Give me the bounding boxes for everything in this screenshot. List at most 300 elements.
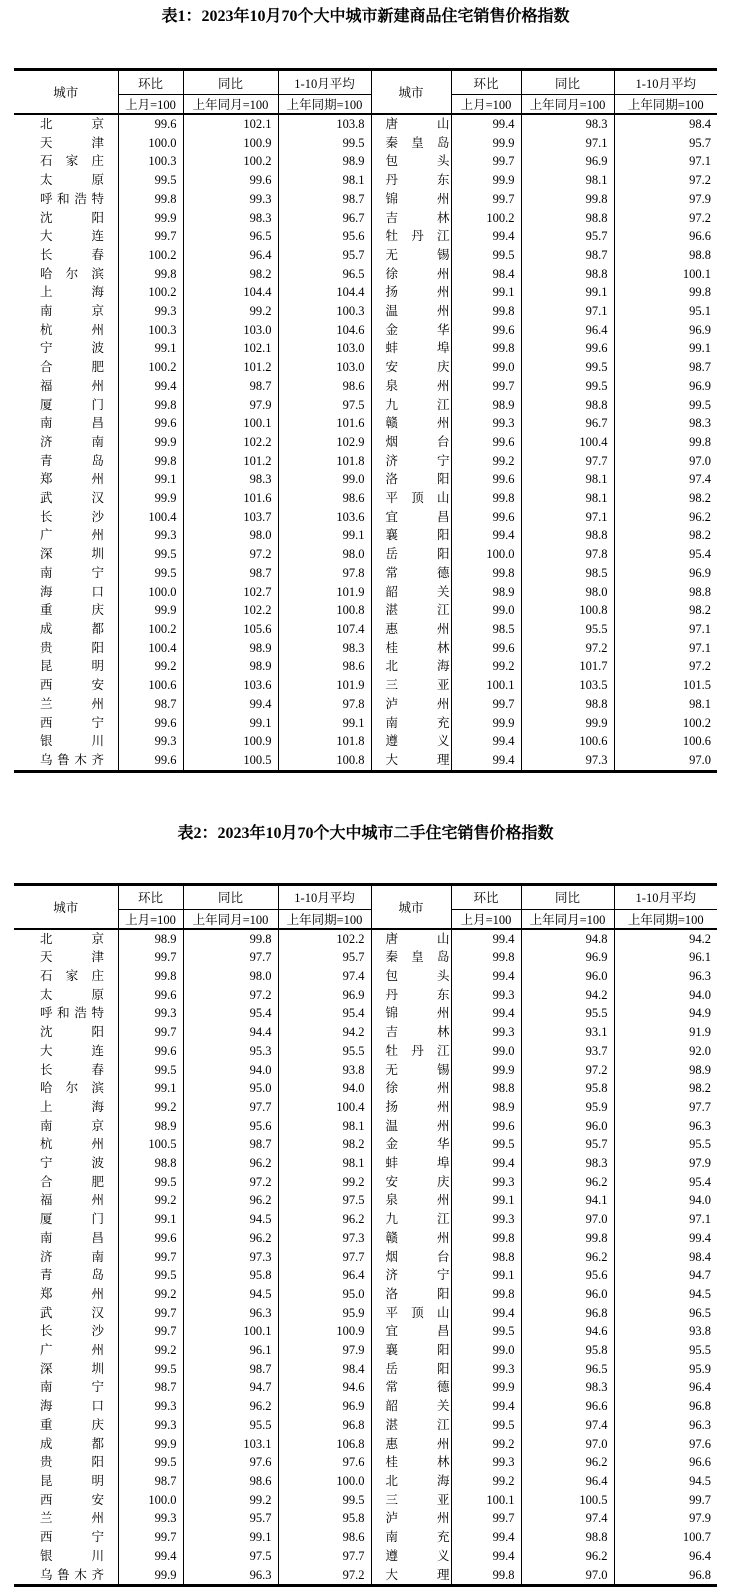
header-avg-base-left: 上年同期=100 <box>278 909 371 929</box>
city-cell: 南宁 <box>40 565 104 580</box>
value-cell: 100.6 <box>521 732 614 751</box>
value-cell: 96.2 <box>521 1547 614 1566</box>
city-cell: 厦门 <box>40 1212 104 1227</box>
value-cell: 98.7 <box>278 190 371 209</box>
value-cell: 97.2 <box>614 657 717 676</box>
value-cell: 98.8 <box>521 526 614 545</box>
city-cell: 泉州 <box>371 1191 451 1210</box>
value-cell: 98.6 <box>183 1472 278 1491</box>
table-row <box>14 1042 717 1061</box>
table-body <box>14 929 717 1586</box>
value-cell: 98.3 <box>521 1154 614 1173</box>
value-cell: 99.1 <box>118 470 183 489</box>
value-cell: 99.8 <box>118 452 183 471</box>
value-cell: 99.2 <box>451 657 521 676</box>
header-base-row <box>14 95 717 115</box>
value-cell: 97.0 <box>521 1210 614 1229</box>
value-cell: 96.0 <box>521 967 614 986</box>
city-cell: 昆明 <box>40 659 104 674</box>
value-cell: 100.2 <box>614 714 717 733</box>
value-cell: 98.1 <box>614 695 717 714</box>
city-cell: 安庆 <box>371 1173 451 1192</box>
table-row <box>14 1248 717 1267</box>
value-cell: 96.4 <box>183 246 278 265</box>
value-cell: 97.1 <box>614 639 717 658</box>
value-cell: 97.0 <box>521 1566 614 1586</box>
value-cell: 98.9 <box>118 1117 183 1136</box>
table-row <box>14 1061 717 1080</box>
value-cell: 99.6 <box>451 508 521 527</box>
table-row <box>14 1023 717 1042</box>
value-cell: 99.3 <box>183 190 278 209</box>
city-cell: 湛江 <box>371 1416 451 1435</box>
value-cell: 96.3 <box>183 1304 278 1323</box>
city-cell: 郑州 <box>40 472 104 487</box>
value-cell: 97.0 <box>521 1435 614 1454</box>
city-cell: 安庆 <box>371 358 451 377</box>
value-cell: 99.7 <box>451 377 521 396</box>
value-cell: 99.4 <box>118 1547 183 1566</box>
value-cell: 96.2 <box>521 1453 614 1472</box>
value-cell: 103.0 <box>278 358 371 377</box>
value-cell: 100.2 <box>118 620 183 639</box>
table-row <box>14 564 717 583</box>
city-cell: 石家庄 <box>40 969 104 984</box>
city-cell: 蚌埠 <box>371 339 451 358</box>
value-cell: 99.6 <box>118 414 183 433</box>
value-cell: 98.6 <box>278 489 371 508</box>
city-cell: 沈阳 <box>40 210 104 225</box>
value-cell: 97.9 <box>614 1509 717 1528</box>
table-row <box>14 583 717 602</box>
city-cell: 秦皇岛 <box>371 948 451 967</box>
value-cell: 99.5 <box>278 1491 371 1510</box>
value-cell: 98.6 <box>278 377 371 396</box>
table-row <box>14 1322 717 1341</box>
value-cell: 103.6 <box>278 508 371 527</box>
table-row <box>14 1117 717 1136</box>
city-cell: 大理 <box>371 751 451 771</box>
city-cell: 包头 <box>371 152 451 171</box>
header-mom-left: 环比 <box>118 884 183 909</box>
value-cell: 98.0 <box>183 526 278 545</box>
header-city-right: 城市 <box>371 884 451 929</box>
table-row <box>14 190 717 209</box>
city-cell: 重庆 <box>40 603 104 618</box>
table1-title: 表1：2023年10月70个大中城市新建商品住宅销售价格指数 <box>161 8 570 25</box>
value-cell: 99.4 <box>451 732 521 751</box>
value-cell: 98.7 <box>118 1472 183 1491</box>
city-cell: 宁波 <box>40 341 104 356</box>
table-row <box>14 152 717 171</box>
city-cell: 牡丹江 <box>371 1042 451 1061</box>
city-cell: 深圳 <box>40 547 104 562</box>
table-row <box>14 1472 717 1491</box>
value-cell: 98.7 <box>614 358 717 377</box>
city-cell: 武汉 <box>40 1305 104 1320</box>
value-cell: 97.7 <box>278 1248 371 1267</box>
value-cell: 100.2 <box>118 283 183 302</box>
table1-section <box>0 8 731 773</box>
value-cell: 98.0 <box>521 583 614 602</box>
value-cell: 94.2 <box>521 986 614 1005</box>
value-cell: 99.3 <box>451 1173 521 1192</box>
header-yoy-base-left: 上年同月=100 <box>183 909 278 929</box>
table-row <box>14 1360 717 1379</box>
value-cell: 102.2 <box>183 433 278 452</box>
value-cell: 100.9 <box>183 134 278 153</box>
value-cell: 99.0 <box>451 1341 521 1360</box>
value-cell: 97.1 <box>614 152 717 171</box>
value-cell: 99.1 <box>451 283 521 302</box>
value-cell: 101.6 <box>278 414 371 433</box>
city-cell: 秦皇岛 <box>371 134 451 153</box>
city-cell: 成都 <box>40 1436 104 1451</box>
value-cell: 97.1 <box>521 508 614 527</box>
value-cell: 96.5 <box>614 1304 717 1323</box>
value-cell: 96.6 <box>614 1453 717 1472</box>
value-cell: 96.0 <box>521 1285 614 1304</box>
value-cell: 100.0 <box>118 583 183 602</box>
value-cell: 98.8 <box>118 1154 183 1173</box>
value-cell: 100.8 <box>278 751 371 771</box>
value-cell: 99.2 <box>183 302 278 321</box>
value-cell: 99.4 <box>451 1547 521 1566</box>
value-cell: 98.9 <box>183 639 278 658</box>
value-cell: 97.2 <box>521 1061 614 1080</box>
value-cell: 99.1 <box>451 1191 521 1210</box>
value-cell: 95.0 <box>183 1079 278 1098</box>
city-cell: 无锡 <box>371 246 451 265</box>
value-cell: 94.1 <box>521 1191 614 1210</box>
city-cell: 银川 <box>40 734 104 749</box>
city-cell: 三亚 <box>371 676 451 695</box>
value-cell: 99.8 <box>451 564 521 583</box>
value-cell: 99.8 <box>521 1229 614 1248</box>
city-cell: 上海 <box>40 285 104 300</box>
table-row <box>14 1154 717 1173</box>
value-cell: 94.0 <box>614 1191 717 1210</box>
table-row <box>14 1378 717 1397</box>
value-cell: 98.7 <box>183 377 278 396</box>
table-row <box>14 339 717 358</box>
value-cell: 95.8 <box>278 1509 371 1528</box>
value-cell: 98.2 <box>183 265 278 284</box>
header-yoy-left: 同比 <box>183 70 278 95</box>
value-cell: 99.4 <box>451 751 521 771</box>
city-cell: 九江 <box>371 396 451 415</box>
value-cell: 99.1 <box>183 1528 278 1547</box>
value-cell: 99.8 <box>118 190 183 209</box>
header-mom-base-right: 上月=100 <box>451 909 521 929</box>
value-cell: 98.1 <box>521 489 614 508</box>
value-cell: 98.4 <box>614 1248 717 1267</box>
value-cell: 92.0 <box>614 1042 717 1061</box>
value-cell: 99.4 <box>451 1154 521 1173</box>
value-cell: 95.6 <box>278 227 371 246</box>
value-cell: 99.7 <box>451 695 521 714</box>
header-city-right: 城市 <box>371 70 451 115</box>
value-cell: 98.9 <box>451 396 521 415</box>
value-cell: 98.8 <box>521 265 614 284</box>
header-mom-left: 环比 <box>118 70 183 95</box>
value-cell: 100.8 <box>521 601 614 620</box>
city-cell: 天津 <box>40 135 104 150</box>
header-yoy-right: 同比 <box>521 70 614 95</box>
value-cell: 96.7 <box>278 209 371 228</box>
value-cell: 94.2 <box>614 929 717 949</box>
header-avg-base-right: 上年同期=100 <box>614 95 717 115</box>
city-cell: 太原 <box>40 987 104 1002</box>
value-cell: 99.6 <box>451 433 521 452</box>
value-cell: 97.4 <box>614 470 717 489</box>
value-cell: 99.2 <box>118 1341 183 1360</box>
header-avg-base-left: 上年同期=100 <box>278 95 371 115</box>
value-cell: 95.4 <box>278 1004 371 1023</box>
city-cell: 海口 <box>40 584 104 599</box>
value-cell: 99.3 <box>118 1416 183 1435</box>
header-mom-base-right: 上月=100 <box>451 95 521 115</box>
value-cell: 99.5 <box>118 1453 183 1472</box>
value-cell: 95.6 <box>183 1117 278 1136</box>
value-cell: 99.4 <box>451 1304 521 1323</box>
value-cell: 98.1 <box>278 1117 371 1136</box>
value-cell: 91.9 <box>614 1023 717 1042</box>
city-cell: 唐山 <box>371 929 451 949</box>
city-cell: 长沙 <box>40 509 104 524</box>
city-cell: 赣州 <box>371 414 451 433</box>
value-cell: 100.6 <box>614 732 717 751</box>
city-cell: 郑州 <box>40 1286 104 1301</box>
value-cell: 96.7 <box>521 414 614 433</box>
value-cell: 98.8 <box>521 1528 614 1547</box>
value-cell: 97.7 <box>521 452 614 471</box>
city-cell: 泉州 <box>371 377 451 396</box>
value-cell: 93.8 <box>278 1061 371 1080</box>
header-city-left: 城市 <box>14 884 118 929</box>
value-cell: 99.8 <box>521 190 614 209</box>
value-cell: 97.5 <box>278 396 371 415</box>
value-cell: 99.6 <box>183 171 278 190</box>
value-cell: 96.3 <box>183 1566 278 1586</box>
value-cell: 96.2 <box>521 1248 614 1267</box>
city-cell: 平顶山 <box>371 489 451 508</box>
value-cell: 97.1 <box>614 1210 717 1229</box>
city-cell: 合肥 <box>40 1174 104 1189</box>
value-cell: 97.0 <box>614 452 717 471</box>
city-cell: 广州 <box>40 528 104 543</box>
value-cell: 96.4 <box>278 1266 371 1285</box>
city-cell: 深圳 <box>40 1361 104 1376</box>
value-cell: 97.7 <box>614 1098 717 1117</box>
value-cell: 99.1 <box>278 714 371 733</box>
value-cell: 99.4 <box>451 1528 521 1547</box>
table-row <box>14 1566 717 1586</box>
table-row <box>14 302 717 321</box>
value-cell: 96.8 <box>521 1304 614 1323</box>
city-cell: 韶关 <box>371 583 451 602</box>
table-row <box>14 986 717 1005</box>
value-cell: 102.7 <box>183 583 278 602</box>
value-cell: 101.8 <box>278 732 371 751</box>
value-cell: 99.6 <box>451 639 521 658</box>
value-cell: 95.7 <box>521 1135 614 1154</box>
city-cell: 哈尔滨 <box>40 266 104 281</box>
table-row <box>14 676 717 695</box>
header-yoy-base-right: 上年同月=100 <box>521 95 614 115</box>
value-cell: 100.7 <box>614 1528 717 1547</box>
city-cell: 遵义 <box>371 1547 451 1566</box>
table-row <box>14 377 717 396</box>
city-cell: 惠州 <box>371 1435 451 1454</box>
value-cell: 98.7 <box>118 1378 183 1397</box>
table-body <box>14 114 717 771</box>
value-cell: 99.5 <box>451 1322 521 1341</box>
value-cell: 99.6 <box>451 1117 521 1136</box>
value-cell: 99.0 <box>451 601 521 620</box>
table-row <box>14 283 717 302</box>
value-cell: 100.0 <box>118 1491 183 1510</box>
value-cell: 98.8 <box>521 209 614 228</box>
table-row <box>14 639 717 658</box>
city-cell: 银川 <box>40 1548 104 1563</box>
city-cell: 惠州 <box>371 620 451 639</box>
value-cell: 98.5 <box>521 564 614 583</box>
value-cell: 98.3 <box>183 470 278 489</box>
value-cell: 95.3 <box>183 1042 278 1061</box>
value-cell: 98.6 <box>278 657 371 676</box>
value-cell: 99.5 <box>278 134 371 153</box>
value-cell: 102.9 <box>278 433 371 452</box>
value-cell: 99.8 <box>451 489 521 508</box>
value-cell: 99.2 <box>118 657 183 676</box>
table-row <box>14 1528 717 1547</box>
value-cell: 99.9 <box>118 1566 183 1586</box>
city-cell: 南昌 <box>40 1230 104 1245</box>
value-cell: 96.2 <box>183 1191 278 1210</box>
city-cell: 长春 <box>40 1062 104 1077</box>
value-cell: 98.1 <box>278 1154 371 1173</box>
value-cell: 99.1 <box>118 1210 183 1229</box>
value-cell: 99.9 <box>451 1378 521 1397</box>
city-cell: 杭州 <box>40 322 104 337</box>
value-cell: 96.5 <box>183 227 278 246</box>
table-row <box>14 751 717 771</box>
city-cell: 赣州 <box>371 1229 451 1248</box>
value-cell: 94.5 <box>614 1472 717 1491</box>
value-cell: 96.6 <box>614 227 717 246</box>
value-cell: 96.9 <box>614 377 717 396</box>
value-cell: 98.8 <box>614 583 717 602</box>
value-cell: 95.5 <box>614 1135 717 1154</box>
value-cell: 100.2 <box>118 246 183 265</box>
value-cell: 103.5 <box>521 676 614 695</box>
city-cell: 九江 <box>371 1210 451 1229</box>
value-cell: 97.2 <box>183 545 278 564</box>
table-row <box>14 1341 717 1360</box>
city-cell: 成都 <box>40 621 104 636</box>
table-row <box>14 948 717 967</box>
value-cell: 99.0 <box>451 1042 521 1061</box>
value-cell: 97.9 <box>614 1154 717 1173</box>
city-cell: 南宁 <box>40 1380 104 1395</box>
value-cell: 99.1 <box>183 714 278 733</box>
value-cell: 99.5 <box>451 1135 521 1154</box>
value-cell: 99.5 <box>118 545 183 564</box>
value-cell: 98.9 <box>183 657 278 676</box>
value-cell: 98.9 <box>451 583 521 602</box>
city-cell: 襄阳 <box>371 526 451 545</box>
value-cell: 96.2 <box>278 1210 371 1229</box>
value-cell: 102.1 <box>183 339 278 358</box>
value-cell: 95.9 <box>278 1304 371 1323</box>
value-cell: 98.4 <box>451 265 521 284</box>
city-cell: 襄阳 <box>371 1341 451 1360</box>
value-cell: 97.3 <box>278 1229 371 1248</box>
value-cell: 105.6 <box>183 620 278 639</box>
value-cell: 99.4 <box>451 114 521 134</box>
city-cell: 洛阳 <box>371 1285 451 1304</box>
value-cell: 98.3 <box>521 1378 614 1397</box>
city-cell: 西安 <box>40 1492 104 1507</box>
value-cell: 98.1 <box>521 470 614 489</box>
value-cell: 100.3 <box>118 321 183 340</box>
value-cell: 99.5 <box>118 1266 183 1285</box>
city-cell: 扬州 <box>371 1098 451 1117</box>
value-cell: 99.3 <box>451 1360 521 1379</box>
table-row <box>14 1304 717 1323</box>
city-cell: 北海 <box>371 1472 451 1491</box>
city-cell: 宁波 <box>40 1156 104 1171</box>
header-avg-right: 1-10月平均 <box>614 70 717 95</box>
value-cell: 99.9 <box>118 1435 183 1454</box>
value-cell: 101.9 <box>278 583 371 602</box>
value-cell: 97.2 <box>183 986 278 1005</box>
value-cell: 97.1 <box>521 302 614 321</box>
value-cell: 94.0 <box>614 986 717 1005</box>
table-row <box>14 134 717 153</box>
city-cell: 蚌埠 <box>371 1154 451 1173</box>
value-cell: 97.7 <box>183 948 278 967</box>
city-cell: 济宁 <box>371 1266 451 1285</box>
value-cell: 99.8 <box>451 948 521 967</box>
value-cell: 99.3 <box>118 1397 183 1416</box>
city-cell: 三亚 <box>371 1491 451 1510</box>
value-cell: 100.6 <box>118 676 183 695</box>
value-cell: 100.2 <box>118 358 183 377</box>
value-cell: 97.2 <box>614 209 717 228</box>
value-cell: 99.8 <box>118 396 183 415</box>
value-cell: 94.5 <box>183 1285 278 1304</box>
city-cell: 乌鲁木齐 <box>40 1567 104 1582</box>
header-yoy-left: 同比 <box>183 884 278 909</box>
value-cell: 101.2 <box>183 358 278 377</box>
table-row <box>14 601 717 620</box>
value-cell: 95.0 <box>278 1285 371 1304</box>
value-cell: 99.1 <box>521 283 614 302</box>
value-cell: 99.4 <box>451 526 521 545</box>
value-cell: 101.5 <box>614 676 717 695</box>
value-cell: 100.1 <box>183 1322 278 1341</box>
value-cell: 96.9 <box>614 321 717 340</box>
value-cell: 100.5 <box>118 1135 183 1154</box>
value-cell: 98.9 <box>278 152 371 171</box>
value-cell: 98.7 <box>183 1360 278 1379</box>
value-cell: 99.9 <box>521 714 614 733</box>
value-cell: 97.8 <box>278 695 371 714</box>
value-cell: 99.2 <box>278 1173 371 1192</box>
value-cell: 98.2 <box>614 526 717 545</box>
